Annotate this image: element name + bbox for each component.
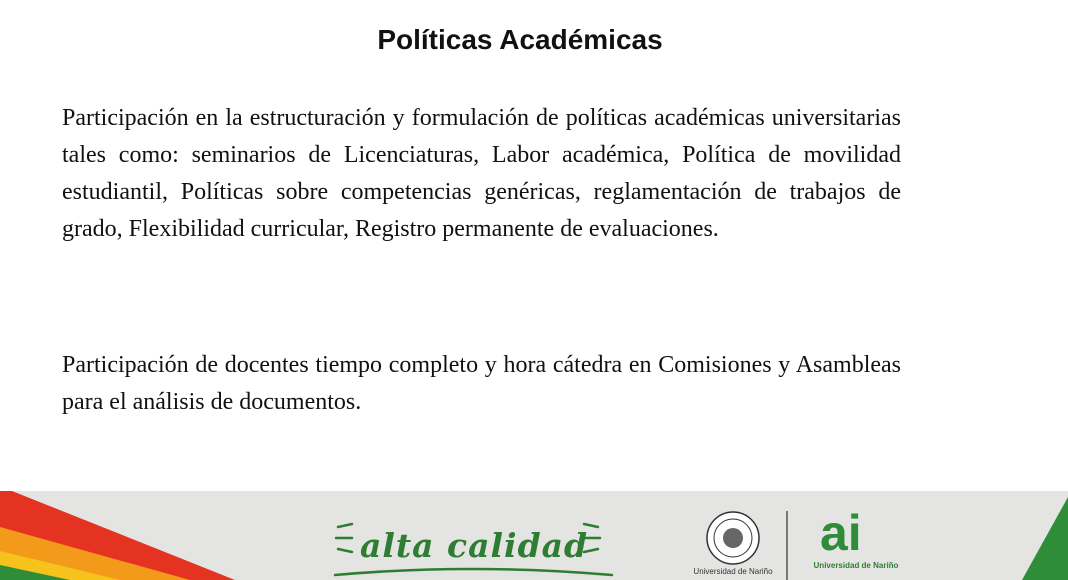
accreditation-logo-icon bbox=[820, 505, 862, 561]
university-seal-icon bbox=[707, 512, 759, 564]
logo-caption bbox=[808, 561, 904, 570]
logo-mark: ai bbox=[820, 505, 862, 561]
logo-caption-text: Universidad de Nariño bbox=[813, 561, 899, 570]
slogan-text: alta calidad bbox=[360, 526, 589, 565]
paragraph-faculty-participation: Participación de docentes tiempo completo y hora cátedra en Comisiones y Asambleas para el análisis de documentos. bbox=[62, 352, 901, 415]
page-title: Políticas Académicas bbox=[377, 24, 663, 55]
paragraph-academic-policies: Participación en la estructuración y formulación de políticas académicas universitarias tales como: seminarios de Licenciaturas, Labor académica, Política de movilidad estudiantil, Políticas sobre competencias genéricas, reglamentación de trabajos de grado, Flexibilidad curricular, Registro permanente de evaluaciones. bbox=[62, 105, 901, 242]
seal-caption: Universidad de Nariño bbox=[693, 567, 773, 576]
green-corner-shape bbox=[1022, 497, 1068, 580]
